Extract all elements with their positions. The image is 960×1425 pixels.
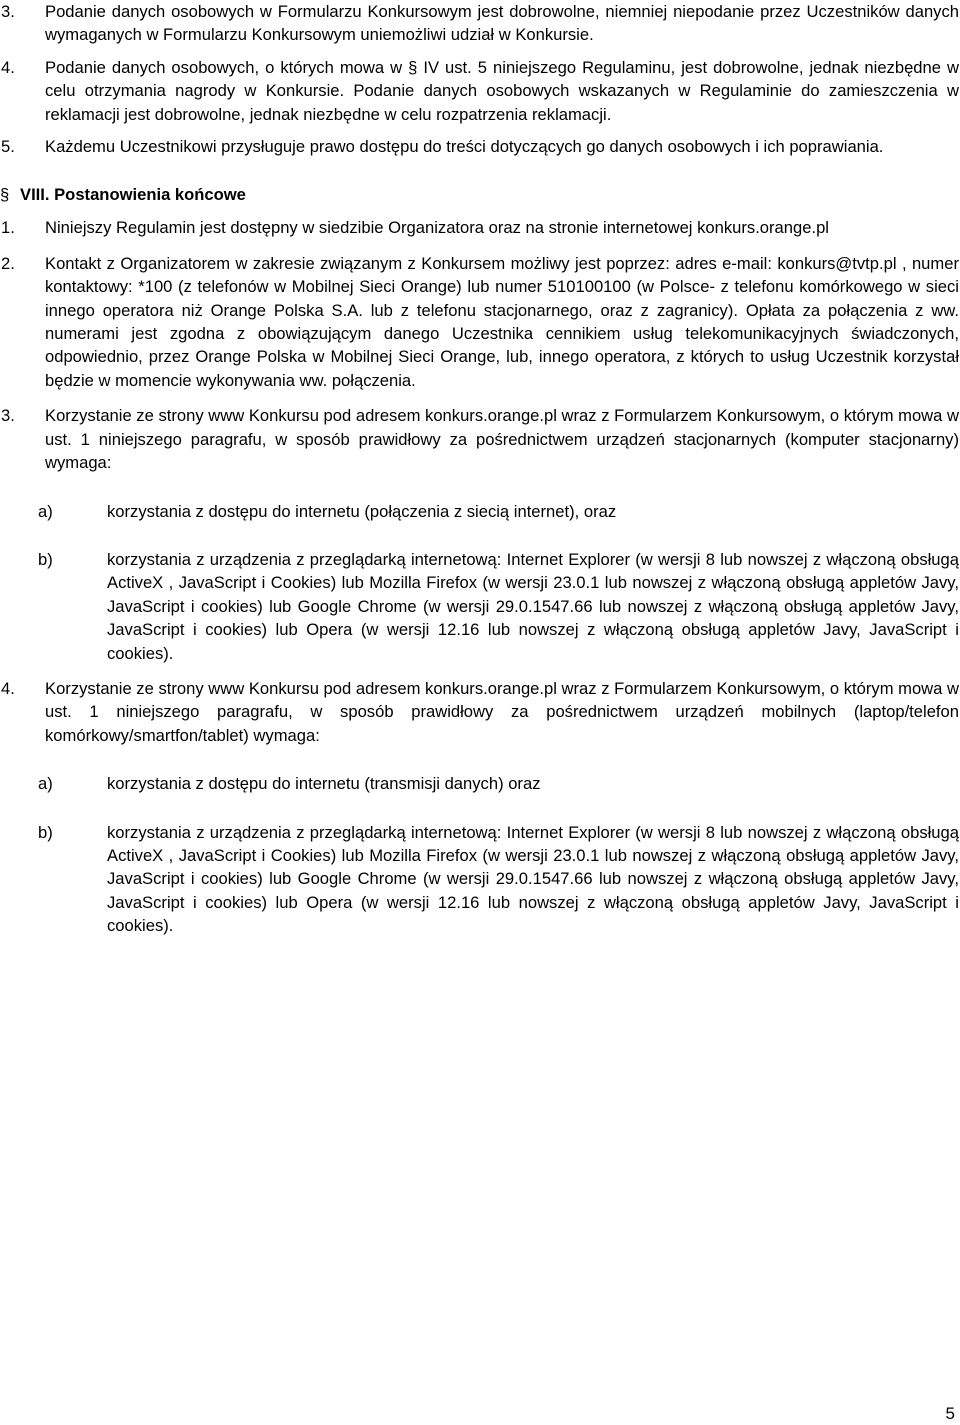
paragraph-number: 4. [1, 678, 15, 698]
list-item-text: korzystania z urządzenia z przeglądarką internetową: Internet Explorer (w wersji 8 lub nowszej z włączoną obsługą ActiveX , JavaScript i Cookies) lub Mozilla Firefox (w wersji 23.0.1 lub nowszej z włączoną obsługą appletów Javy, JavaScript i cookies) lub Google Chrome (w wersji 29.0.1547.66 lub nowszej z włączoną obsługą appletów Javy, JavaScript i cookies) lub Opera (w wersji 12.16 lub nowszej z włączoną obsługą appletów Javy, JavaScript i cookies). [107, 822, 959, 936]
paragraph-number: 5. [1, 137, 15, 157]
section-heading [0, 183, 960, 207]
paragraph-text: Korzystanie ze strony www Konkursu pod adresem konkurs.orange.pl wraz z Formularzem Konkursowym, o którym mowa w ust. 1 niniejszego paragrafu, w sposób prawidłowy za pośrednictwem urządzeń mobilnych (laptop/telefon komórkowy/smartfon/tablet) wymaga: [45, 678, 959, 745]
paragraph-text: Niniejszy Regulamin jest dostępny w siedzibie Organizatora oraz na stronie internetowej konkurs.orange.pl [45, 218, 829, 238]
list-letter: a) [38, 774, 53, 794]
final-paragraph-4-item-a [38, 772, 959, 795]
paragraph-text: Korzystanie ze strony www Konkursu pod adresem konkurs.orange.pl wraz z Formularzem Konkursowym, o którym mowa w ust. 1 niniejszego paragrafu, w sposób prawidłowy za pośrednictwem urządzeń stacjonarnych (komputer stacjonarny) wymaga: [45, 406, 959, 473]
final-paragraph-3-item-a [38, 500, 959, 523]
list-letter: a) [38, 501, 53, 521]
list-letter: b) [38, 822, 53, 842]
section-mark: § [0, 185, 10, 205]
list-item-text: korzystania z urządzenia z przeglądarką internetową: Internet Explorer (w wersji 8 lub nowszej z włączoną obsługą ActiveX , JavaScript i Cookies) lub Mozilla Firefox (w wersji 23.0.1 lub nowszej z włączoną obsługą appletów Javy, JavaScript i cookies) lub Google Chrome (w wersji 29.0.1547.66 lub nowszej z włączoną obsługą appletów Javy, JavaScript i cookies) lub Opera (w wersji 12.16 lub nowszej z włączoną obsługą appletów Javy, JavaScript i cookies). [107, 549, 959, 663]
paragraph-text: Kontakt z Organizatorem w zakresie związanym z Konkursem możliwy jest poprzez: adres e-mail: konkurs@tvtp.pl , numer kontaktowy: *100 (z telefonów w Mobilnej Sieci Orange) lub numer 510100100 (w Polsce- z telefonu komórkowego w sieci innego operatora niż Orange Polska S.A. lub z telefonu stacjonarnego, oraz z zagranicy). Opłata za połączenia z ww. numerami jest zgodna z obowiązującym danego Uczestnika cennikiem usług telekomunikacyjnych świadczonych, odpowiednio, przez Orange Polska w Mobilnej Sieci Orange, lub, innego operatora, z których to usług Uczestnik korzystał będzie w momencie wykonywania ww. połączenia. [45, 253, 959, 390]
paragraph-text: Podanie danych osobowych, o których mowa w § IV ust. 5 niniejszego Regulaminu, jest dobrowolne, jednak niezbędne w celu otrzymania nagrody w Konkursie. Podanie danych osobowych wskazanych w Regulaminie do zamieszczenia w reklamacji jest dobrowolne, jednak niezbędne w celu rozpatrzenia reklamacji. [45, 57, 959, 124]
final-paragraph-3 [1, 404, 959, 474]
paragraph-number: 3. [1, 406, 15, 426]
section-title: VIII. Postanowienia końcowe [20, 185, 246, 205]
final-paragraph-1 [1, 216, 959, 239]
final-paragraph-3-item-b [38, 548, 959, 665]
paragraph-text: Podanie danych osobowych w Formularzu Konkursowym jest dobrowolne, niemniej niepodanie przez Uczestników danych wymaganych w Formularzu Konkursowym uniemożliwi udział w Konkursie. [45, 2, 959, 45]
paragraph-number: 2. [1, 253, 15, 273]
paragraph-3 [1, 0, 959, 47]
paragraph-5 [1, 135, 959, 158]
list-letter: b) [38, 549, 53, 569]
paragraph-number: 1. [1, 218, 15, 238]
list-item-text: korzystania z dostępu do internetu (transmisji danych) oraz [107, 774, 541, 794]
paragraph-text: Każdemu Uczestnikowi przysługuje prawo dostępu do treści dotyczących go danych osobowych i ich poprawiania. [45, 137, 884, 157]
paragraph-4 [1, 56, 959, 126]
final-paragraph-4 [1, 677, 959, 747]
final-paragraph-4-item-b [38, 821, 959, 938]
paragraph-number: 3. [1, 2, 15, 21]
paragraph-number: 4. [1, 57, 15, 77]
list-item-text: korzystania z dostępu do internetu (połączenia z siecią internet), oraz [107, 501, 617, 521]
page-number: 5 [945, 1403, 955, 1423]
final-paragraph-2 [1, 252, 959, 392]
